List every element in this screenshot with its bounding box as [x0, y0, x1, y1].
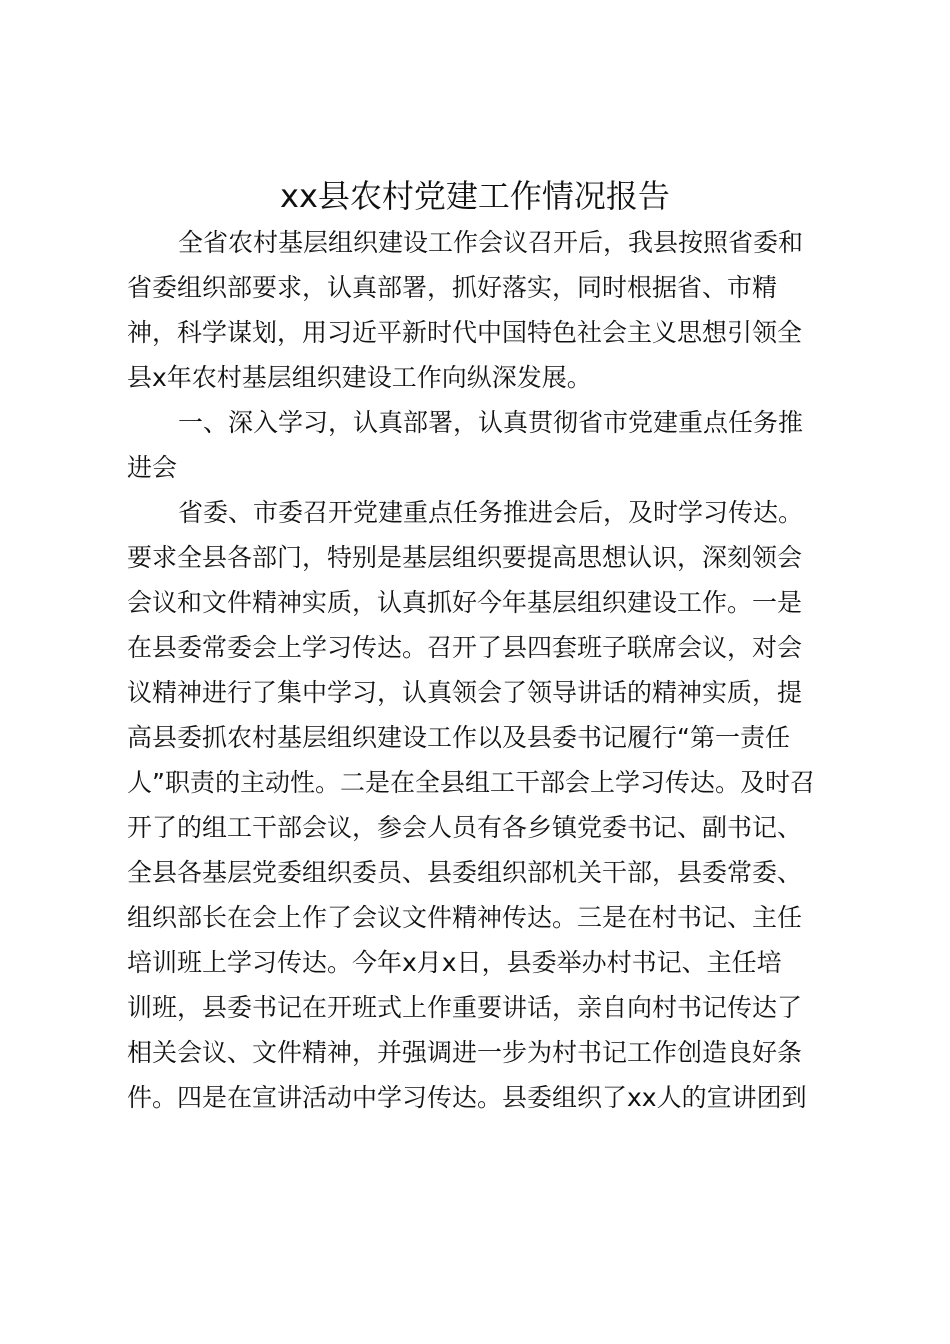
text-line: 县x年农村基层组织建设工作向纵深发展。: [127, 363, 592, 392]
document-title: xx县农村党建工作情况报告: [280, 177, 670, 215]
text-line: 高县委抓农村基层组织建设工作以及县委书记履行“第一责任: [127, 723, 790, 752]
text-line: 全县各基层党委组织委员、县委组织部机关干部，县委常委、: [127, 858, 803, 887]
text-line: 组织部长在会上作了会议文件精神传达。三是在村书记、主任: [127, 903, 803, 932]
text-line: 件。四是在宣讲活动中学习传达。县委组织了xx人的宣讲团到: [127, 1083, 807, 1112]
text-line: 训班，县委书记在开班式上作重要讲话，亲自向村书记传达了: [127, 993, 803, 1022]
text-line: 人”职责的主动性。二是在全县组工干部会上学习传达。及时召: [127, 768, 815, 797]
text-line: 会议和文件精神实质，认真抓好今年基层组织建设工作。一是: [127, 588, 803, 617]
text-line: 开了的组工干部会议，参会人员有各乡镇党委书记、副书记、: [127, 813, 803, 842]
text-line: 全省农村基层组织建设工作会议召开后，我县按照省委和: [178, 228, 804, 257]
text-line: 要求全县各部门，特别是基层组织要提高思想认识，深刻领会: [127, 543, 803, 572]
text-line: 培训班上学习传达。今年x月x日，县委举办村书记、主任培: [127, 948, 782, 977]
text-line: 省委、市委召开党建重点任务推进会后，及时学习传达。: [178, 498, 804, 527]
text-line: 神，科学谋划，用习近平新时代中国特色社会主义思想引领全: [127, 318, 803, 347]
text-line: 相关会议、文件精神，并强调进一步为村书记工作创造良好条: [127, 1038, 803, 1067]
text-line: 在县委常委会上学习传达。召开了县四套班子联席会议，对会: [127, 633, 803, 662]
text-line: 省委组织部要求，认真部署，抓好落实，同时根据省、市精: [127, 273, 778, 302]
section-heading-line: 一、深入学习，认真部署，认真贯彻省市党建重点任务推: [178, 408, 804, 437]
section-heading-line: 进会: [127, 453, 178, 482]
text-line: 议精神进行了集中学习，认真领会了领导讲话的精神实质，提: [127, 678, 803, 707]
